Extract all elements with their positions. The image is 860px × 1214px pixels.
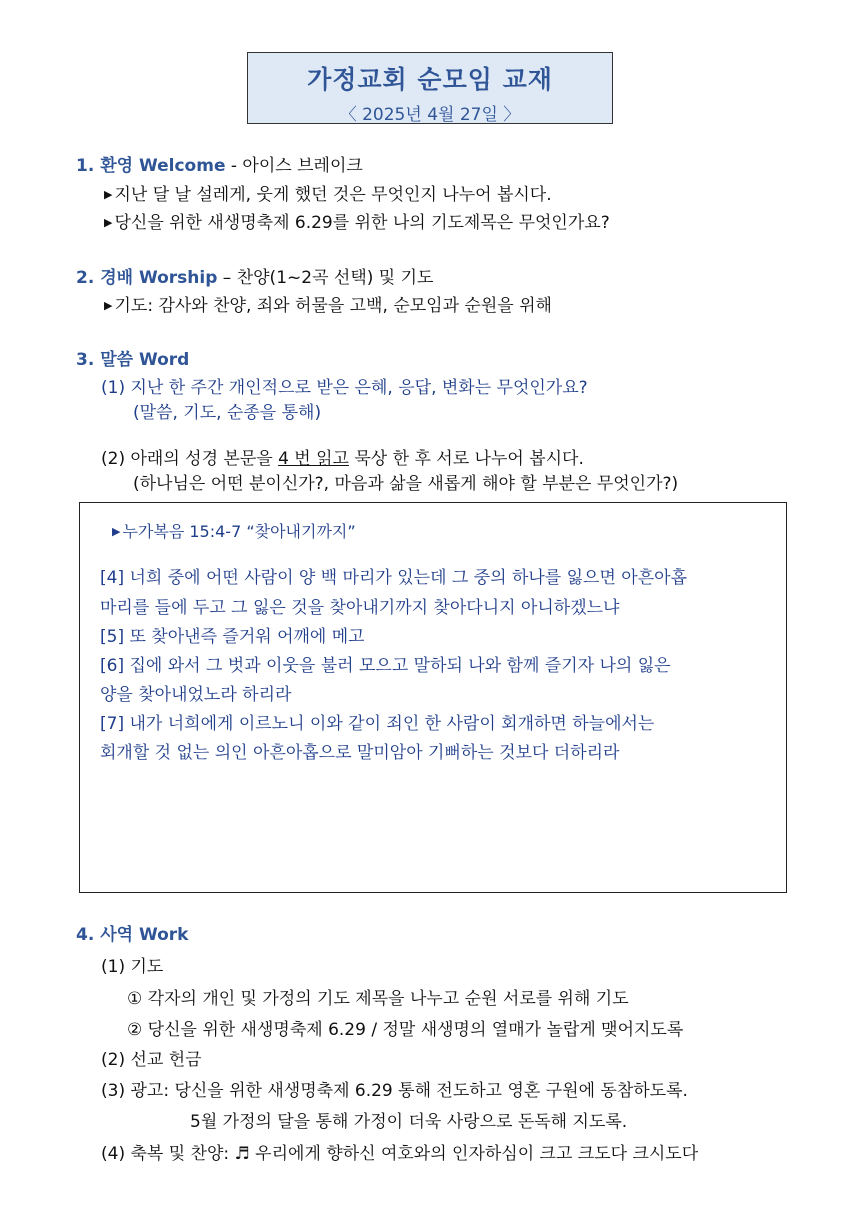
section1-subtitle: - 아이스 브레이크 <box>225 156 363 176</box>
work-item-prayer: (1) 기도 <box>101 957 164 977</box>
bullet-triangle-icon: ▶ <box>104 216 113 229</box>
passage-line: [6] 집에 와서 그 벗과 이웃을 불러 모으고 말하되 나와 함께 즐기자 나의 잃은 <box>100 656 671 676</box>
question-1-note: (말씀, 기도, 순종을 통해) <box>133 403 322 423</box>
passage-line: 양을 찾아내었노라 하리라 <box>100 685 292 705</box>
bullet-triangle-icon: ▶ <box>112 525 121 538</box>
section1-heading: 1. 환영 Welcome <box>76 156 226 176</box>
question-2: (2) 아래의 성경 본문을 4 번 읽고 묵상 한 후 서로 나누어 봅시다. <box>101 449 584 469</box>
section2-heading-line <box>76 263 433 288</box>
work-item-announcement-cont: 5월 가정의 달을 통해 가정이 더욱 사랑으로 돈독해 지도록. <box>190 1112 628 1132</box>
work-subitem: ① 각자의 개인 및 가정의 기도 제목을 나누고 순원 서로를 위해 기도 <box>127 989 629 1009</box>
underlined-instruction: 4 번 읽고 <box>278 449 349 469</box>
bullet-triangle-icon: ▶ <box>104 188 113 201</box>
section1-item: ▶ 당신을 위한 새생명축제 6.29를 위한 나의 기도제목은 무엇인가요? <box>104 213 610 233</box>
work-item-offering: (2) 선교 헌금 <box>101 1050 202 1070</box>
passage-line: [5] 또 찾아낸즉 즐거워 어깨에 메고 <box>100 627 365 647</box>
bullet-triangle-icon: ▶ <box>104 299 113 312</box>
passage-reference: ▶ 누가복음 15:4-7 “찾아내기까지” <box>112 522 356 541</box>
work-item-blessing: (4) 축복 및 찬양: ♬ 우리에게 향하신 여호와의 인자하심이 크고 크도다 크시도다 <box>101 1144 699 1164</box>
title-box <box>247 52 613 124</box>
passage-line: [4] 너희 중에 어떤 사람이 양 백 마리가 있는데 그 중의 하나를 잃으면 아흔아홉 <box>100 568 687 588</box>
passage-line: [7] 내가 너희에게 이르노니 이와 같이 죄인 한 사람이 회개하면 하늘에서는 <box>100 714 655 734</box>
passage-line: 회개할 것 없는 의인 아흔아홉으로 말미암아 기뻐하는 것보다 더하리라 <box>100 743 620 763</box>
section1-item: ▶ 지난 달 날 설레게, 웃게 했던 것은 무엇인지 나누어 봅시다. <box>104 185 552 205</box>
scripture-passage-box <box>79 502 787 893</box>
work-item-announcement: (3) 광고: 당신을 위한 새생명축제 6.29 통해 전도하고 영혼 구원에 동참하도록. <box>101 1081 688 1101</box>
page-title: 가정교회 순모임 교재 <box>307 65 553 94</box>
passage-line: 마리를 들에 두고 그 잃은 것을 찾아내기까지 찾아다니지 아니하겠느냐 <box>100 598 620 618</box>
section2-item: ▶ 기도: 감사와 찬양, 죄와 허물을 고백, 순모임과 순원을 위해 <box>104 296 552 316</box>
section4-heading: 4. 사역 Work <box>76 925 189 945</box>
section2-subtitle: – 찬양(1~2곡 선택) 및 기도 <box>217 268 434 288</box>
work-subitem: ② 당신을 위한 새생명축제 6.29 / 정말 새생명의 열매가 놀랍게 맺어지도록 <box>127 1020 684 1040</box>
page-date: 〈 2025년 4월 27일 〉 <box>339 105 521 125</box>
section2-heading: 2. 경배 Worship <box>76 268 218 288</box>
section3-heading: 3. 말씀 Word <box>76 350 190 370</box>
section1-heading-line <box>76 151 363 176</box>
question-2-note: (하나님은 어떤 분이신가?, 마음과 삶을 새롭게 해야 할 부분은 무엇인가?) <box>133 474 679 494</box>
question-1: (1) 지난 한 주간 개인적으로 받은 은혜, 응답, 변화는 무엇인가요? <box>101 378 588 398</box>
